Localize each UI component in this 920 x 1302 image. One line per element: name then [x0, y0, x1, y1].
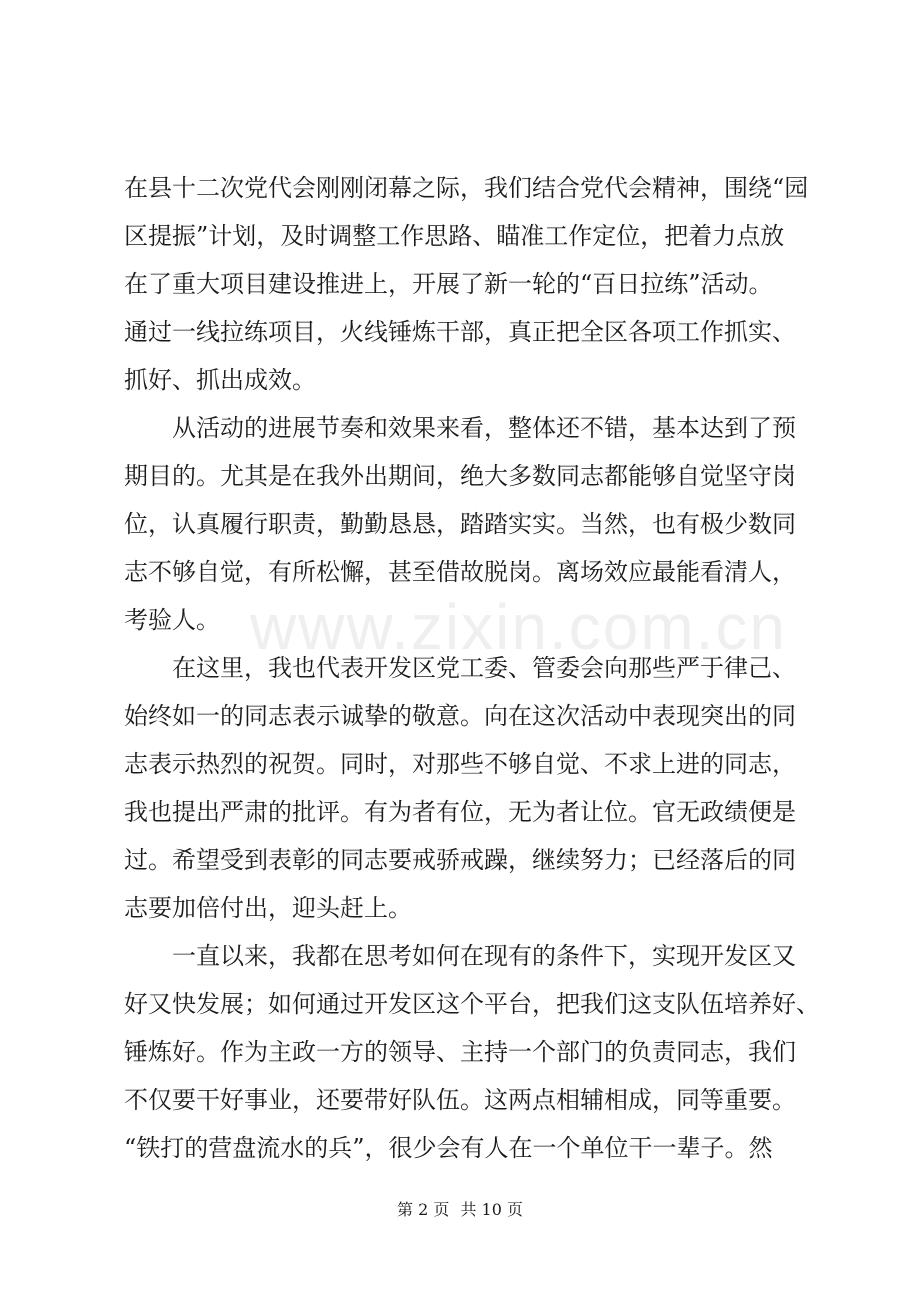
text-line: 期目的。尤其是在我外出期间，绝大多数同志都能够自觉坚守岗	[124, 462, 796, 490]
text-line: “铁打的营盘流水的兵”，很少会有人在一个单位干一辈子。然	[124, 1134, 773, 1162]
text-line: 从活动的进展节奏和效果来看，整体还不错，基本达到了预	[172, 414, 796, 442]
text-line: 始终如一的同志表示诚挚的敬意。向在这次活动中表现突出的同	[124, 702, 796, 730]
text-line: 区提振”计划，及时调整工作思路、瞄准工作定位，把着力点放	[124, 222, 785, 250]
watermark: www.zixin.com.cn	[250, 591, 787, 663]
text-line: 志要加倍付出，迎头赶上。	[124, 894, 412, 922]
text-line: 通过一线拉练项目，火线锤炼干部，真正把全区各项工作抓实、	[124, 318, 796, 346]
page-total: 共 10 页	[460, 1200, 523, 1219]
page-number: 第 2 页	[397, 1200, 450, 1219]
text-line: 在县十二次党代会刚刚闭幕之际，我们结合党代会精神，围绕“园	[124, 174, 809, 202]
text-line: 志不够自觉，有所松懈，甚至借故脱岗。离场效应最能看清人，	[124, 558, 796, 586]
text-line: 我也提出严肃的批评。有为者有位，无为者让位。官无政绩便是	[124, 798, 796, 826]
text-line: 锤炼好。作为主政一方的领导、主持一个部门的负责同志，我们	[124, 1038, 796, 1066]
text-line: 考验人。	[124, 606, 220, 634]
text-line: 在这里，我也代表开发区党工委、管委会向那些严于律己、	[172, 654, 796, 682]
text-line: 好又快发展；如何通过开发区这个平台，把我们这支队伍培养好、	[124, 990, 820, 1018]
page-footer	[0, 1198, 920, 1222]
text-line: 过。希望受到表彰的同志要戒骄戒躁，继续努力；已经落后的同	[124, 846, 796, 874]
text-line: 志表示热烈的祝贺。同时，对那些不够自觉、不求上进的同志，	[124, 750, 796, 778]
text-line: 位，认真履行职责，勤勤恳恳，踏踏实实。当然，也有极少数同	[124, 510, 796, 538]
text-line: 不仅要干好事业，还要带好队伍。这两点相辅相成，同等重要。	[124, 1086, 796, 1114]
text-line: 抓好、抓出成效。	[124, 366, 316, 394]
text-line: 一直以来，我都在思考如何在现有的条件下，实现开发区又	[172, 942, 796, 970]
text-line: 在了重大项目建设推进上，开展了新一轮的“百日拉练”活动。	[124, 270, 773, 298]
